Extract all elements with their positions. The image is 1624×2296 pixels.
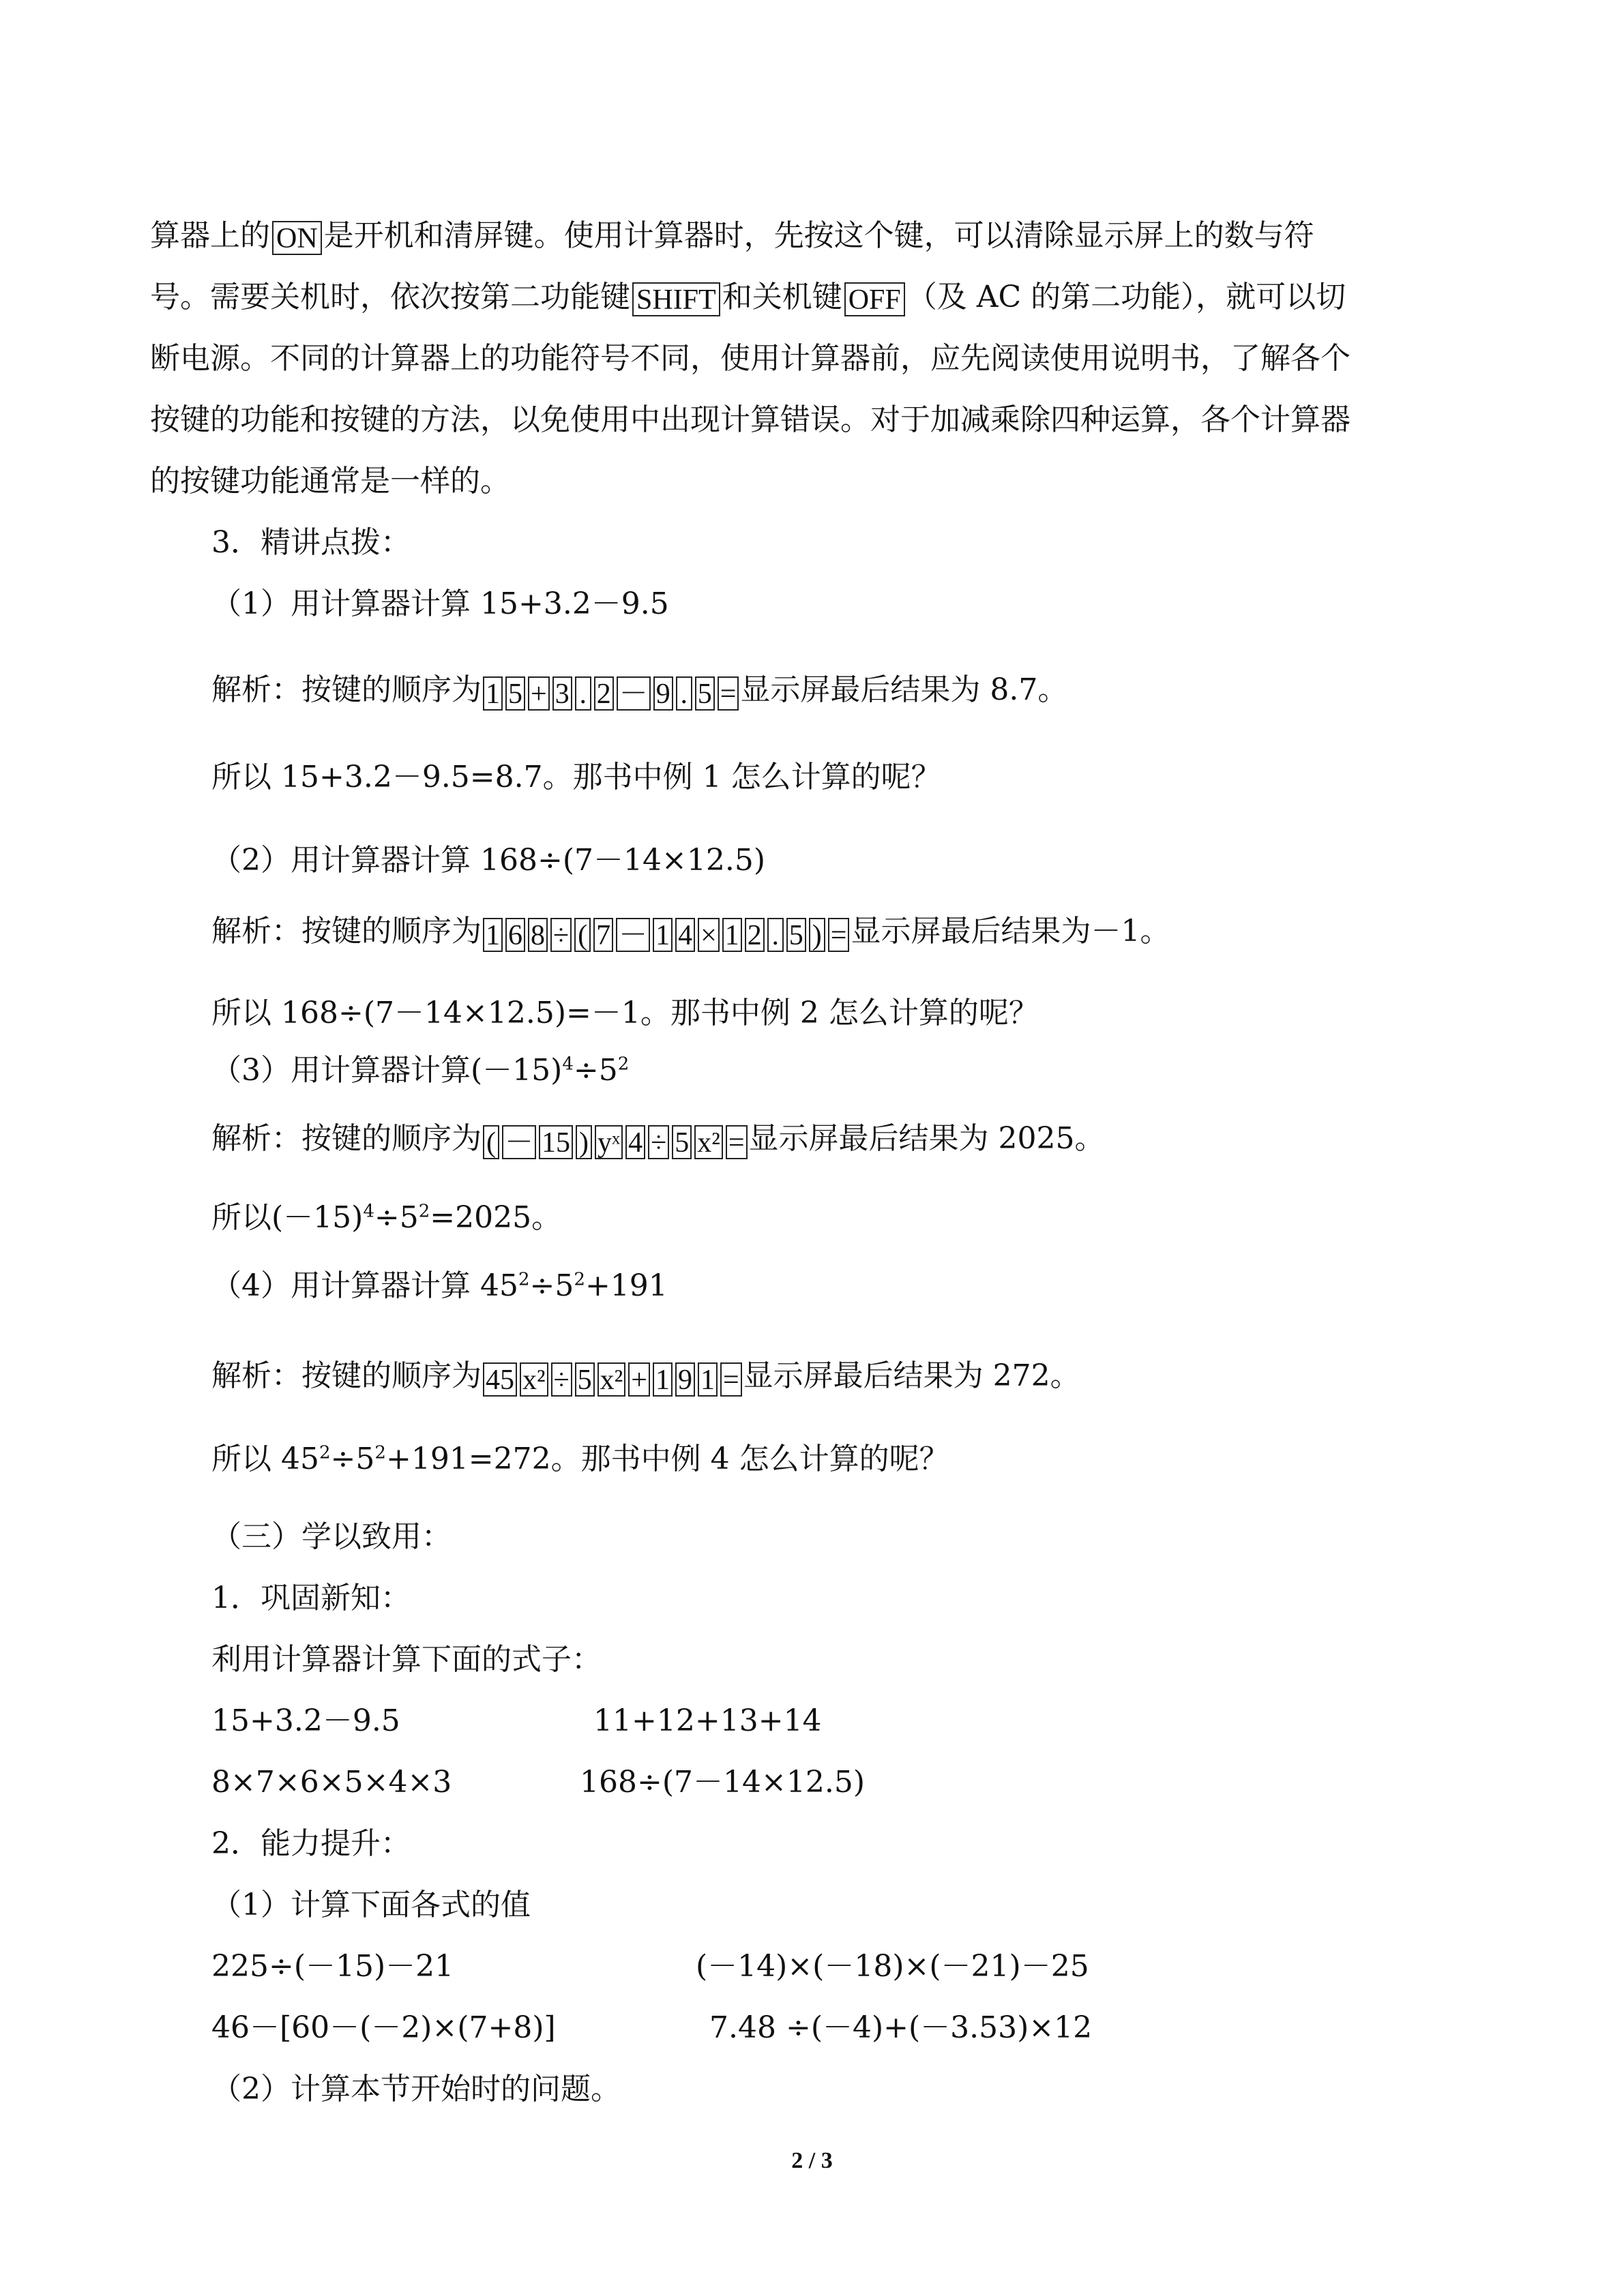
calculator-key: 7: [593, 918, 613, 952]
section-title: 3．精讲点拨：: [211, 525, 411, 560]
apply-title: （三）学以致用：: [211, 1519, 452, 1554]
calculator-key: .: [575, 676, 591, 711]
calculator-key: 4: [675, 918, 695, 952]
intro-line-5: 的按键功能通常是一样的。: [150, 464, 510, 498]
intro-text: 和关机键: [722, 280, 842, 314]
conclusion-text: 所以 45: [211, 1442, 319, 1476]
intro-line-4: 按键的功能和按键的方法，以免使用中出现计算错误。对于加减乘除四种运算，各个计算器: [150, 402, 1350, 437]
calculator-key: ÷: [551, 1362, 572, 1397]
on-key: ON: [272, 221, 322, 255]
exponent: 4: [363, 1201, 374, 1222]
calculator-key: ): [576, 1125, 592, 1159]
example-2-answer: [211, 911, 1507, 954]
calculator-key: +: [528, 676, 550, 711]
intro-text: 算器上的: [150, 218, 270, 253]
calculator-key: 5: [505, 676, 525, 711]
calculator-key: 1: [722, 918, 742, 952]
answer-prefix: 解析：按键的顺序为: [211, 1121, 482, 1156]
question-text: （3）用计算器计算(－15): [211, 1053, 563, 1088]
calculator-key: 6: [505, 918, 525, 952]
key-sequence: [482, 1358, 743, 1399]
conclusion-text: ÷5: [374, 1200, 419, 1235]
answer-prefix: 解析：按键的顺序为: [211, 672, 482, 707]
calculator-key: 2: [594, 676, 614, 711]
exercise-row-3: [211, 1946, 1507, 1987]
conclusion-text: 所以(－15): [211, 1200, 364, 1235]
exercise-expression: 7.48 ÷(－4)+(－3.53)×12: [709, 2010, 1093, 2045]
exponent: 4: [562, 1054, 574, 1075]
exercise-expression: 8×7×6×5×4×3: [211, 1765, 452, 1800]
improve-question-1: （1）计算下面各式的值: [211, 1888, 531, 1922]
key-sequence: [482, 913, 851, 954]
calculator-key: 9: [653, 676, 673, 711]
answer-suffix: 显示屏最后结果为 272。: [743, 1358, 1080, 1393]
intro-line-2: [150, 277, 1446, 318]
example-4-conclusion: [211, 1439, 1507, 1480]
conclusion-text: =2025。: [430, 1200, 562, 1235]
calculator-key: 3: [552, 676, 572, 711]
calculator-key: =: [726, 1125, 748, 1159]
exponent: 2: [374, 1442, 386, 1463]
calculator-key: 4: [625, 1125, 645, 1159]
calculator-key: 2: [745, 918, 765, 952]
calculator-key: .: [767, 918, 784, 952]
example-4-answer: [211, 1356, 1507, 1399]
off-key: OFF: [844, 282, 905, 316]
example-3-conclusion: [211, 1197, 1507, 1238]
key-sequence: [482, 672, 740, 713]
calculator-key: yˣ: [595, 1125, 623, 1159]
exponent: 2: [617, 1054, 630, 1075]
calculator-key: 1: [698, 1362, 718, 1397]
example-4-question: [211, 1266, 1507, 1307]
calculator-key: 9: [675, 1362, 695, 1397]
example-3-question: [211, 1050, 1507, 1091]
calculator-key: ×: [698, 918, 720, 952]
calculator-key: =: [828, 918, 850, 952]
calculator-key: x²: [520, 1362, 548, 1397]
calculator-key: 1: [483, 676, 503, 711]
example-1-question: （1）用计算器计算 15+3.2－9.5: [211, 586, 669, 621]
shift-key: SHIFT: [632, 282, 720, 316]
calculator-key: =: [720, 1362, 742, 1397]
intro-text: 是开机和清屏键。使用计算器时，先按这个键，可以清除显示屏上的数与符: [323, 218, 1314, 253]
calculator-key: .: [676, 676, 692, 711]
calculator-key: +: [628, 1362, 650, 1397]
example-2-conclusion: 所以 168÷(7－14×12.5)=－1。那书中例 2 怎么计算的呢？: [211, 996, 1039, 1030]
exponent: 2: [319, 1442, 331, 1463]
exercise-expression: 15+3.2－9.5: [211, 1703, 400, 1738]
example-1-conclusion: 所以 15+3.2－9.5=8.7。那书中例 1 怎么计算的呢？: [211, 760, 941, 794]
calculator-key: 1: [653, 1362, 673, 1397]
calculator-key: ÷: [550, 918, 572, 952]
calculator-key: 5: [672, 1125, 692, 1159]
calculator-key: ÷: [648, 1125, 669, 1159]
calculator-key: x²: [694, 1125, 723, 1159]
answer-prefix: 解析：按键的顺序为: [211, 914, 482, 949]
exercise-expression: 168÷(7－14×12.5): [580, 1765, 865, 1800]
exercise-row-2: [211, 1762, 1507, 1803]
calculator-key: －: [616, 918, 650, 952]
exercise-expression: 46－[60－(－2)×(7+8)]: [211, 2010, 556, 2045]
answer-suffix: 显示屏最后结果为－1。: [851, 914, 1170, 949]
intro-line-1: [150, 215, 1446, 256]
question-text: ÷5: [529, 1268, 574, 1303]
key-sequence: [482, 1120, 749, 1161]
exercise-expression: (－14)×(－18)×(－21)－25: [696, 1949, 1089, 1984]
calculator-key: ): [809, 918, 825, 952]
answer-suffix: 显示屏最后结果为 2025。: [748, 1121, 1105, 1156]
calculator-key: (: [483, 1125, 499, 1159]
calculator-key: 1: [653, 918, 673, 952]
consolidate-intro: 利用计算器计算下面的式子：: [211, 1642, 602, 1677]
example-1-answer: [211, 670, 1507, 713]
exercise-expression: 11+12+13+14: [593, 1703, 822, 1738]
example-2-question: （2）用计算器计算 168÷(7－14×12.5): [211, 843, 765, 878]
calculator-key: 8: [528, 918, 548, 952]
improve-question-2: （2）计算本节开始时的问题。: [211, 2072, 621, 2106]
conclusion-text: ÷5: [330, 1442, 375, 1476]
page-number: 2 / 3: [791, 2148, 833, 2173]
intro-text: 号。需要关机时，依次按第二功能键: [150, 280, 630, 314]
exercise-row-1: [211, 1701, 1507, 1742]
exercise-expression: 225÷(－15)－21: [211, 1949, 454, 1984]
exponent: 2: [418, 1201, 430, 1222]
calculator-key: －: [617, 676, 651, 711]
intro-line-3: 断电源。不同的计算器上的功能符号不同，使用计算器前，应先阅读使用说明书，了解各个: [150, 341, 1350, 376]
calculator-key: 15: [539, 1125, 573, 1159]
improve-title: 2．能力提升：: [211, 1826, 411, 1861]
question-text: ÷5: [573, 1053, 618, 1088]
exponent: 2: [518, 1269, 530, 1290]
exercise-row-4: [211, 2008, 1507, 2048]
calculator-key: 1: [483, 918, 503, 952]
calculator-key: x²: [597, 1362, 626, 1397]
question-text: +191: [585, 1268, 668, 1303]
calculator-key: =: [718, 676, 739, 711]
answer-prefix: 解析：按键的顺序为: [211, 1358, 482, 1393]
calculator-key: 5: [786, 918, 806, 952]
calculator-key: 5: [575, 1362, 595, 1397]
calculator-key: 5: [695, 676, 715, 711]
calculator-key: (: [574, 918, 591, 952]
question-text: （4）用计算器计算 45: [211, 1268, 518, 1303]
exponent: 2: [574, 1269, 585, 1290]
intro-text: （及 AC 的第二功能），就可以切: [906, 280, 1346, 314]
example-3-answer: [211, 1118, 1507, 1161]
answer-suffix: 显示屏最后结果为 8.7。: [740, 672, 1068, 707]
calculator-key: 45: [483, 1362, 517, 1397]
consolidate-title: 1．巩固新知：: [211, 1581, 411, 1615]
conclusion-text: +191=272。那书中例 4 怎么计算的呢？: [385, 1442, 949, 1476]
calculator-key: －: [502, 1125, 536, 1159]
